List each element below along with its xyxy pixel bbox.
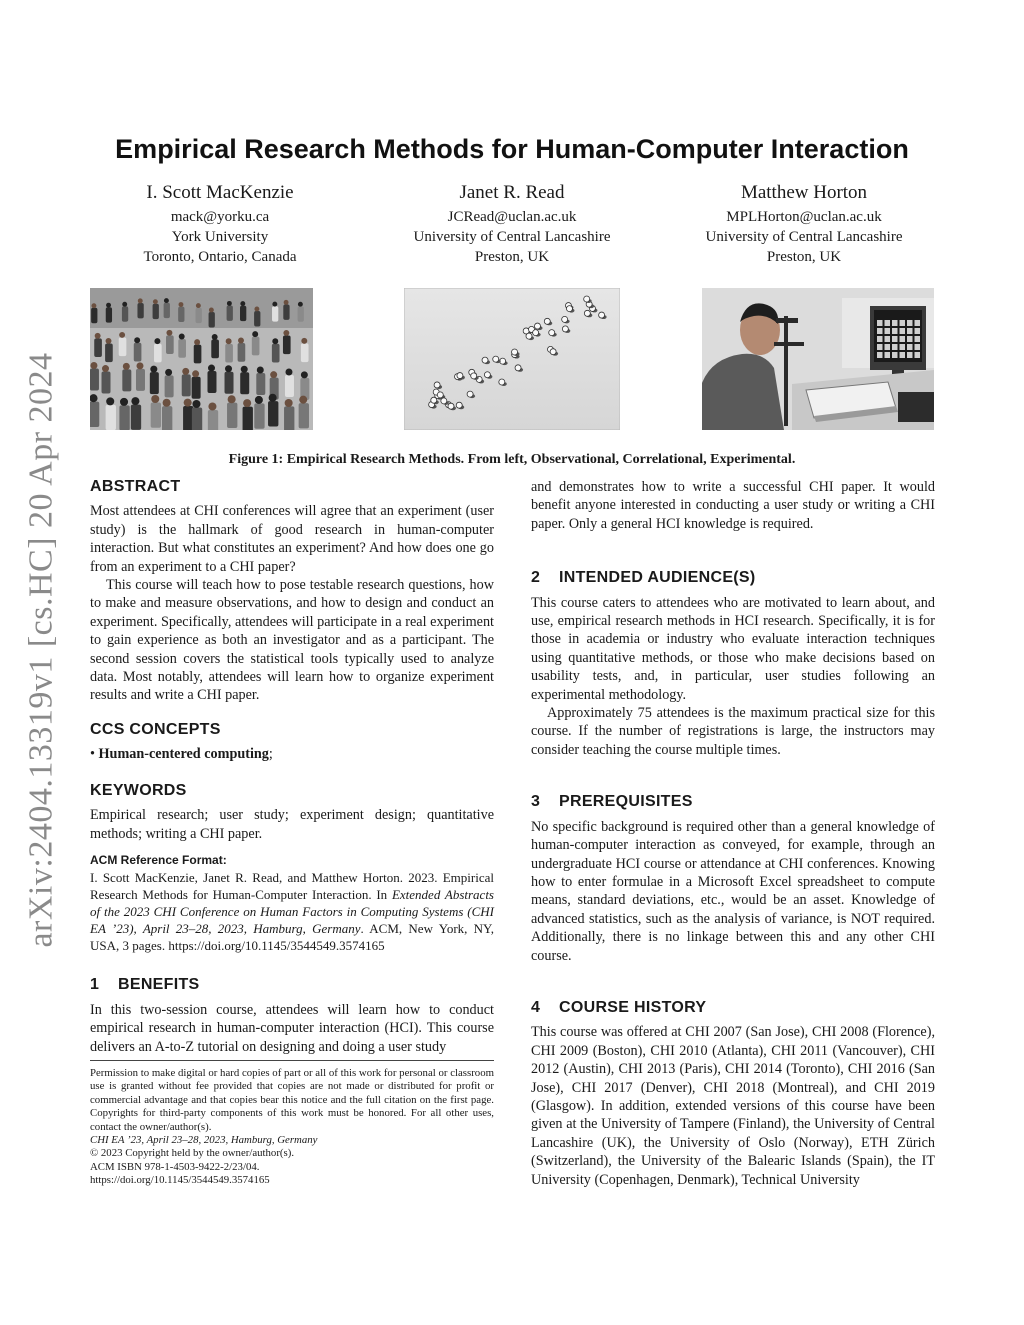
monitor-key	[907, 320, 913, 326]
course-history-paragraph: This course was offered at CHI 2007 (San Jose), CHI 2008 (Florence), CHI 2009 (Boston), CHI 2010 (Atlanta), CHI 2011 (Vancouver), CHI 2012 (Austin), CHI 2013 (Paris), CHI 2014 (Toronto), CHI 2016 (San Jose), CHI 2017 (Denver), CHI 2018 (Montreal), and CHI 2019 (Glasgow). In addition, extended versions of this course have been given at the University of Tampere (Finland), the University of Central Lancashire (UK), the University of Oslo (Norway), ETH Zürich (Switzerland), the University of the Balearic Islands (Spain), the IT University (Copenhagen, Denmark), Technical University	[531, 1024, 935, 1188]
course-history-heading: 4 COURSE HISTORY	[531, 998, 707, 1016]
monitor-key	[885, 336, 891, 342]
author-location: Preston, UK	[474, 249, 550, 265]
monitor-key	[915, 352, 921, 358]
audience-paragraph-2: Approximately 75 attendees is the maximum practical size for this course. If the number of registrations is large, the instructors may consider teaching the course multiple times.	[531, 705, 935, 758]
monitor-key	[907, 336, 913, 342]
scatter-dot	[437, 392, 443, 398]
acm-reference-venue: Extended Abstracts of the 2023 CHI Conference on Human Factors in Computing Systems (CHI EA ’23), April 23–28, 2023, Hamburg, Germany	[90, 887, 494, 937]
scatter-dot	[599, 312, 605, 318]
monitor-key	[900, 352, 906, 358]
acm-reference-text: I. Scott MacKenzie, Janet R. Read, and Matthew Horton. 2023. Empirical Research Methods for Human-Computer Interaction. In Extended Abstracts of the 2023 CHI Conference on Human Factors in Computing Systems (CHI EA ’23), April 23–28, 2023, Hamburg, Germany. ACM, New York, NY, USA, 3 pages. https://doi.org/10.1145/3544549.3574165	[90, 870, 494, 954]
footnote-copyright: © 2023 Copyright held by the owner/author(s).	[90, 1147, 295, 1160]
scatter-dot	[549, 330, 555, 336]
monitor-key	[877, 320, 883, 326]
scatter-dot	[584, 310, 590, 316]
audience-heading: 2 INTENDED AUDIENCE(S)	[531, 569, 756, 587]
author-1	[90, 180, 350, 267]
benefits-paragraph-continued: and demonstrates how to write a successful CHI paper. It would benefit anyone interested in conducting a user study or writing a CHI paper. Only a general HCI knowledge is required.	[531, 479, 935, 532]
monitor-key	[915, 344, 921, 350]
benefits-paragraph: In this two-session course, attendees will learn how to conduct empirical research in human-computer interaction (HCI). This course delivers an A-to-Z tutorial on designing and doing a user study	[90, 1001, 494, 1055]
abstract-paragraph-2: This course will teach how to pose testable research questions, how to make and measure observations, and how to design and conduct an experiment. Specifically, attendees will participate in a real experiment to gain experience as both an investigator and as a participant. The second session covers the statistical tools typically used to analyze data. Most notably, attendees will learn how to organize experiment results and write a CHI paper.	[90, 577, 494, 704]
scatter-illustration	[404, 288, 620, 430]
author-3	[674, 180, 934, 267]
keywords-heading: KEYWORDS	[90, 781, 187, 799]
author-block	[90, 180, 934, 267]
author-2	[382, 180, 642, 267]
monitor-key	[900, 344, 906, 350]
left-column	[90, 478, 494, 1056]
monitor-key	[892, 328, 898, 334]
author-affiliation: University of Central Lancashire	[413, 229, 611, 245]
monitor-key	[885, 320, 891, 326]
author-location: Preston, UK	[766, 249, 842, 265]
right-column	[531, 478, 935, 1189]
monitor-key	[892, 352, 898, 358]
monitor-key	[885, 352, 891, 358]
monitor-key	[915, 328, 921, 334]
footnote-isbn: ACM ISBN 978-1-4503-9422-2/23/04.	[90, 1160, 260, 1173]
crowd-illustration	[90, 288, 313, 430]
ccs-concepts: • Human-centered computing;	[90, 746, 273, 763]
scatter-dot	[544, 318, 550, 324]
monitor-key	[877, 336, 883, 342]
experiment-illustration	[702, 288, 934, 430]
monitor-key	[915, 320, 921, 326]
scatter-dot	[562, 316, 568, 322]
author-name: Janet R. Read	[459, 182, 565, 203]
prerequisites-heading: 3 PREREQUISITES	[531, 793, 693, 811]
figure-experimental-setup	[702, 288, 934, 430]
monitor-key	[915, 336, 921, 342]
scatter-dot	[457, 373, 463, 379]
permission-footnote	[90, 1060, 494, 1188]
monitor-key	[900, 320, 906, 326]
monitor-key	[885, 328, 891, 334]
scatter-dot	[566, 306, 572, 312]
scatter-dot	[441, 398, 447, 404]
scatter-dot	[456, 402, 462, 408]
prerequisites-paragraph: No specific background is required other than a general knowledge of human-computer interaction as conveyed, for example, through an undergraduate HCI course or attendance at CHI conferences. Knowing how to enter formulae in a Microsoft Excel spreadsheet to compute means, standard deviations, etc., would be an asset. Knowledge of advanced statistics, such as the analysis of variance, is NOT required. Additionally, there is no linkage between this and any other CHI course.	[531, 818, 935, 964]
figure-caption: Figure 1: Empirical Research Methods. From left, Observational, Correlational, Experimental.	[228, 452, 796, 467]
scatter-dot	[512, 349, 518, 355]
scatter-dot	[550, 349, 556, 355]
benefits-heading: 1 BENEFITS	[90, 976, 200, 994]
author-email: mack@yorku.ca	[170, 209, 270, 225]
monitor-key	[892, 344, 898, 350]
monitor-key	[877, 344, 883, 350]
arxiv-identifier: arXiv:2404.13319v1 [cs.HC] 20 Apr 2024	[23, 352, 60, 948]
author-affiliation: University of Central Lancashire	[705, 229, 903, 245]
monitor-key	[900, 328, 906, 334]
scatter-dot	[493, 356, 499, 362]
author-email: JCRead@uclan.ac.uk	[447, 209, 577, 225]
author-name: I. Scott MacKenzie	[146, 182, 294, 203]
scatter-dot	[448, 403, 454, 409]
scatter-dot	[533, 330, 539, 336]
scatter-dot	[434, 382, 440, 388]
author-affiliation: York University	[171, 229, 269, 245]
paper-title: Empirical Research Methods for Human-Computer Interaction	[115, 134, 909, 164]
author-name: Matthew Horton	[740, 182, 868, 203]
monitor-key	[907, 328, 913, 334]
abstract-paragraph-1: Most attendees at CHI conferences will agree that an experiment (user study) is the hallmark of good research in human-computer interaction. But what constitutes an experiment? And how does one go from an experiment to a CHI paper?	[90, 503, 494, 575]
monitor-key	[907, 344, 913, 350]
figure-observational-crowd	[90, 288, 313, 430]
figure-correlational-scatter	[404, 288, 620, 430]
monitor-key	[885, 344, 891, 350]
keywords-text: Empirical research; user study; experiment design; quantitative methods; writing a CHI paper.	[90, 807, 494, 842]
monitor-key	[907, 352, 913, 358]
footnote-venue: CHI EA ’23, April 23–28, 2023, Hamburg, Germany	[90, 1134, 318, 1147]
figure-1	[90, 288, 934, 430]
scatter-dot	[431, 397, 437, 403]
scatter-dot	[484, 372, 490, 378]
scatter-dot	[562, 326, 568, 332]
scatter-dot	[467, 391, 473, 397]
ccs-term: Human-centered computing	[98, 746, 269, 763]
scatter-dot	[534, 323, 540, 329]
author-email: MPLHorton@uclan.ac.uk	[726, 209, 882, 225]
scatter-dot	[499, 379, 505, 385]
scatter-dot	[482, 357, 488, 363]
monitor-key	[877, 328, 883, 334]
abstract-heading: ABSTRACT	[90, 478, 181, 495]
audience-paragraph-1: This course caters to attendees who are motivated to learn about, and use, empirical research methods in HCI research. Specifically, it is for those in academia or industry who evaluate interaction techniques using quantitative methods, or those who make decisions based on usability tests, and, in particular, user studies following an experimental methodology.	[531, 594, 935, 703]
monitor-key	[892, 336, 898, 342]
scatter-dot	[471, 373, 477, 379]
scatter-dot	[515, 365, 521, 371]
permission-text: Permission to make digital or hard copies of part or all of this work for personal or classroom use is granted without fee provided that copies are not made or distributed for profit or commercial advantage and that copies bear this notice and the full citation on the first page. Copyrights for third-party components of this work must be honored. For all other uses, contact the owner/author(s).	[90, 1067, 494, 1133]
author-location: Toronto, Ontario, Canada	[143, 249, 297, 265]
scatter-dot	[526, 333, 532, 339]
monitor-key	[892, 320, 898, 326]
acm-reference-heading: ACM Reference Format:	[90, 852, 227, 867]
footnote-doi: https://doi.org/10.1145/3544549.3574165	[90, 1174, 270, 1187]
ccs-heading: CCS CONCEPTS	[90, 720, 221, 738]
scatter-dot	[584, 296, 590, 302]
monitor-key	[900, 336, 906, 342]
monitor-key	[877, 352, 883, 358]
